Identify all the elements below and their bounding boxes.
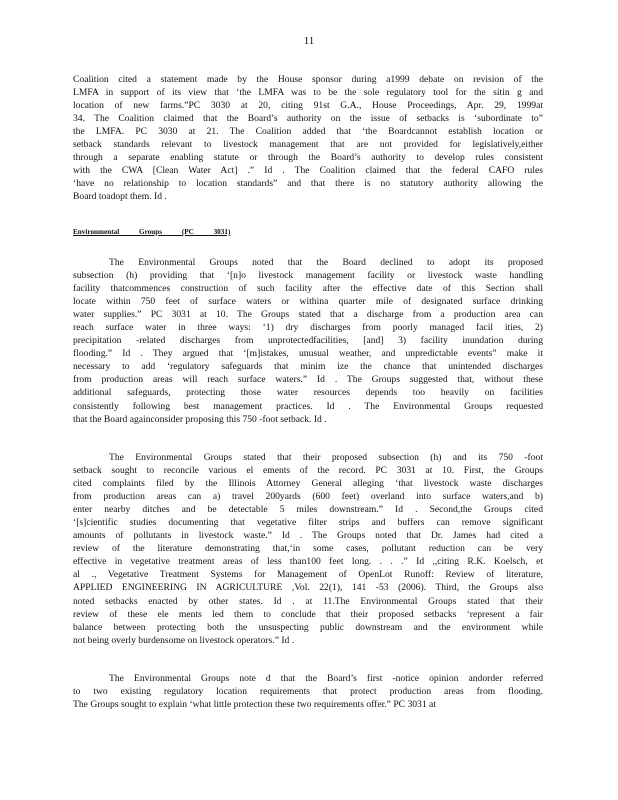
text-line: not being overly burdensome on livestock operators.” Id . xyxy=(73,634,295,646)
text-line: APPLIED ENGINEERING IN AGRICULTURE ,Vol. 22(1), 141 -53 (2006). Third, the Groups also xyxy=(73,582,543,594)
text-line: LMFA in support of its view that ‘the LMFA was to be the sole regulatory tool for the sitin g and xyxy=(73,87,543,99)
text-line: effective in vegetative treatment areas of less than100 feet long. . . .” Id ,,citing R.K. Koelsch, et xyxy=(73,556,543,568)
text-line: necessary to add ‘regulatory safeguards that minim ize the chance that unintended discharges xyxy=(73,361,543,373)
text-line: The Environmental Groups stated that their proposed subsection (h) and its 750 -foot xyxy=(109,452,543,463)
text-line: Board toadopt them. Id . xyxy=(73,191,167,203)
text-line: cited complaints filed by the Illinois Attorney General alleging ‘that livestock waste discharges xyxy=(73,478,543,490)
text-line: ‘have no relationship to location standards” and that there is no statutory authority allowing the xyxy=(73,178,543,190)
text-line: setback sought to reconcile various el ements of the record. PC 3031 at 10. First, the Groups xyxy=(73,465,543,477)
text-line: balance between protecting both the unsuspecting public downstream and the environment while xyxy=(73,621,543,633)
text-line: 34. The Coalition claimed that the Board’s authority on the issue of setbacks is ‘subordinate to” xyxy=(73,113,543,125)
text-line: reach surface water in three ways: ‘1) dry discharges from poorly managed facil ities, 2) xyxy=(73,322,543,334)
text-line: with the CWA [Clean Water Act] .” Id . The Coalition claimed that the federal CAFO rules xyxy=(73,165,543,177)
text-line: enter nearby ditches and be detectable 5 miles downstream.” Id . Second,the Groups cited xyxy=(73,504,543,516)
text-line: flooding.” Id . They argued that ‘[m]istakes, unusual weather, and unpredictable events” make it xyxy=(73,348,543,360)
text-line: noted setbacks enacted by other states. Id . at 11.The Environmental Groups stated that their xyxy=(73,595,543,607)
text-line: review of the literature demonstrating that,‘in some cases, pollutant reduction can be very xyxy=(73,543,543,555)
text-line: the LMFA. PC 3030 at 21. The Coalition added that ‘the Boardcannot establish location or xyxy=(73,126,543,138)
text-line: ‘[s]cientific studies documenting that vegetative filter strips and buffers can remove significant xyxy=(73,517,543,529)
text-line: through a separate enabling statute or through the Board’s authority to develop rules consistent xyxy=(73,152,543,164)
text-line: from production areas will reach surface waters.” Id . The Groups suggested that, without these xyxy=(73,374,543,386)
text-line: al ., Vegetative Treatment Systems for Management of OpenLot Runoff: Review of literature, xyxy=(73,569,543,581)
text-line: The Environmental Groups note d that the Board’s first -notice opinion andorder referred xyxy=(109,673,543,684)
text-line: from production areas can a) travel 200yards (600 feet) overland into surface waters,and b) xyxy=(73,491,543,503)
page-number: 11 xyxy=(303,35,315,47)
text-line: precipitation -related discharges from unprotectedfacilities, [and] 3) facility inundation during xyxy=(73,335,543,347)
text-line: that the Board againconsider proposing this 750 -foot setback. Id . xyxy=(73,413,327,425)
text-line: consistently following best management practices. Id . The Environmental Groups requested xyxy=(73,400,543,412)
text-line: amounts of pollutants in livestock waste.” Id . The Groups noted that Dr. James had cited a xyxy=(73,530,543,542)
paragraph-environmental-groups-setback xyxy=(73,451,543,647)
text-line: locate within 750 feet of surface waters or withina quarter mile of designated surface drinking xyxy=(73,296,543,308)
text-line: water supplies.” PC 3031 at 10. The Groups stated that a discharge from a production area can xyxy=(73,309,543,321)
paragraph-environmental-groups-subsection-h xyxy=(73,256,543,426)
text-line: to two existing regulatory location requirements that protect production areas from flooding. xyxy=(73,686,543,698)
paragraph-environmental-groups-regulatory xyxy=(73,672,543,711)
text-line: facility thatcommences construction of such facility after the effective date of this Section shall xyxy=(73,283,543,295)
text-line: Coalition cited a statement made by the House sponsor during a1999 debate on revision of the xyxy=(73,74,543,85)
text-line: setback standards relevant to livestock management that are not provided for legislatively,either xyxy=(73,139,543,151)
text-line: The Groups sought to explain ‘what little protection these two requirements offer.” PC 3031 at xyxy=(73,699,436,711)
text-line: review of these ele ments led them to conclude that their proposed setbacks ‘represent a fair xyxy=(73,608,543,620)
text-line: location of new farms.”PC 3030 at 20, citing 91st G.A., House Proceedings, Apr. 29, 1999at xyxy=(73,100,543,112)
paragraph-coalition xyxy=(73,73,543,203)
text-line: subsection (h) providing that ‘[n]o livestock management facility or livestock waste handling xyxy=(73,270,543,282)
text-line: additional safeguards, protecting those water resources depends too heavily on facilities xyxy=(73,387,543,399)
text-line: The Environmental Groups noted that the Board declined to adopt its proposed xyxy=(109,257,543,268)
section-heading-environmental-groups: Environmental Groups (PC 3031) xyxy=(73,228,231,236)
